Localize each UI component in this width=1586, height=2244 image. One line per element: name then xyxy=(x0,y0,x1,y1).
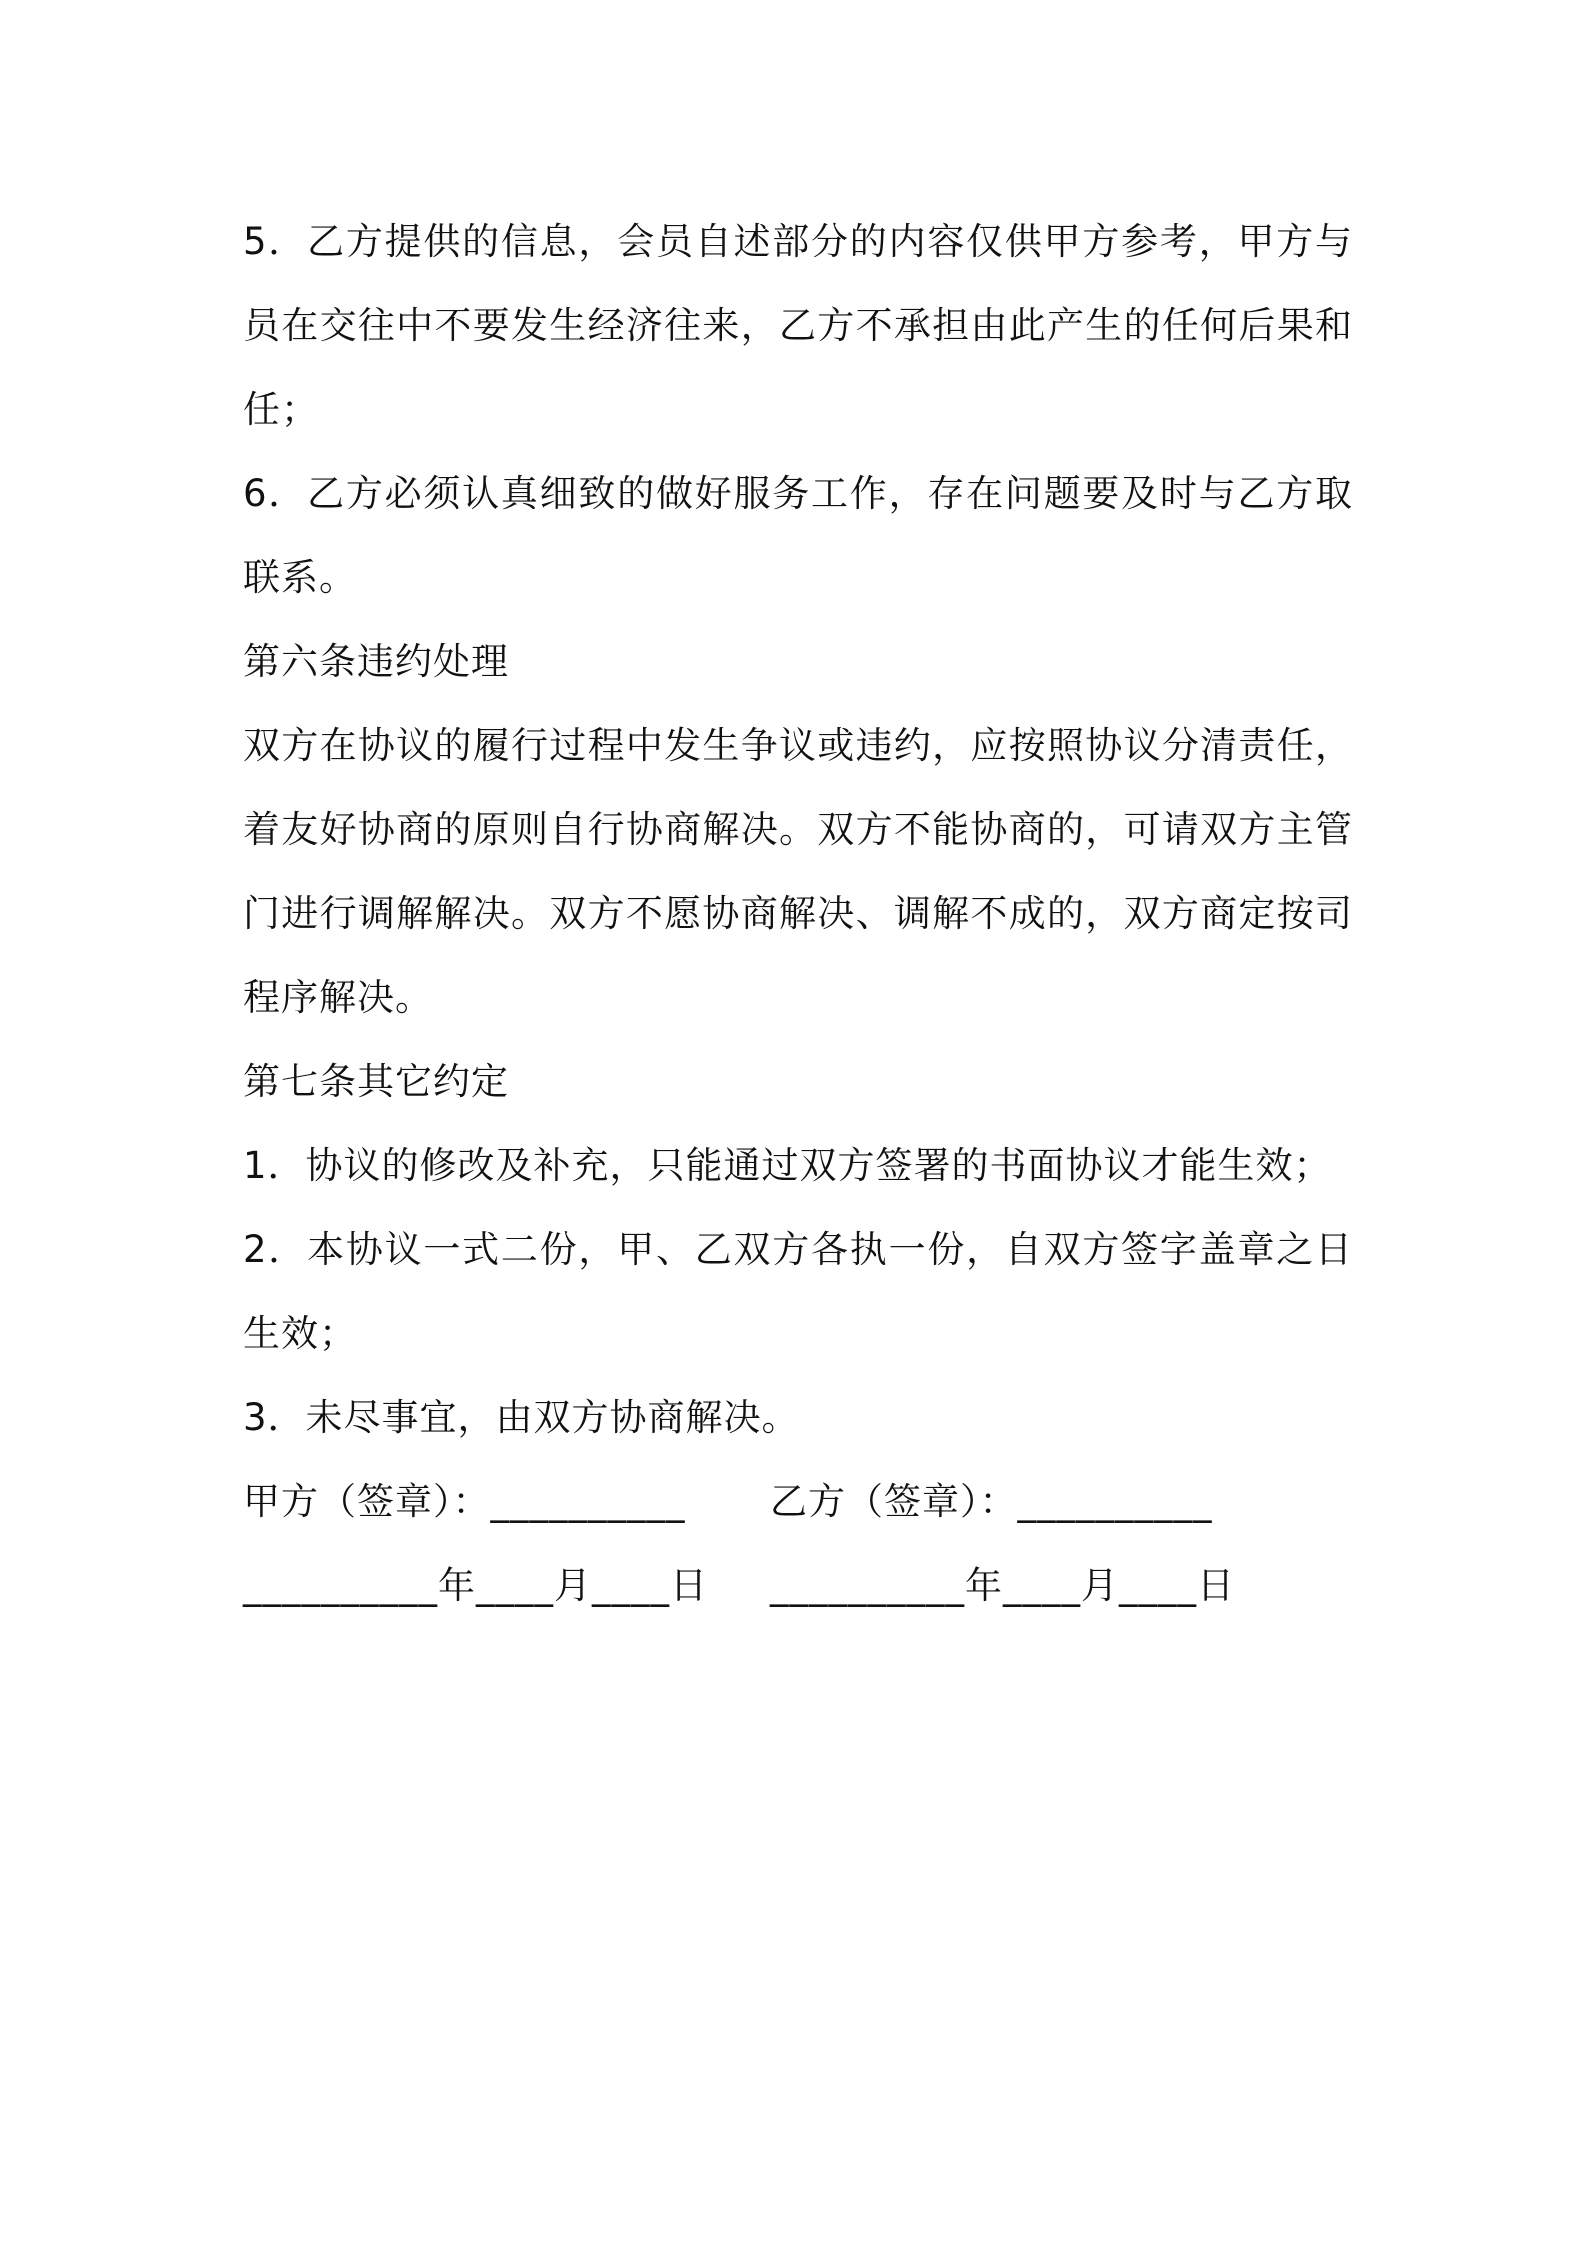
text-line-5: 联系。 xyxy=(243,556,357,599)
date-row xyxy=(243,1544,1353,1628)
section-heading-article-7: 第七条其它约定 xyxy=(243,1060,509,1103)
party-a-date: __________年____月____日 xyxy=(243,1564,708,1607)
text-line-1: 5．乙方提供的信息，会员自述部分的内容仅供甲方参考，甲方与 xyxy=(243,220,1353,263)
text-line-4: 6．乙方必须认真细致的做好服务工作，存在问题要及时与乙方取 xyxy=(243,472,1353,515)
party-a-signature: 甲方（签章）：__________ xyxy=(243,1480,686,1523)
text-line-15: 3．未尽事宜，由双方协商解决。 xyxy=(243,1396,800,1439)
text-line-2: 员在交往中不要发生经济往来，乙方不承担由此产生的任何后果和 xyxy=(243,304,1353,347)
party-b-signature: 乙方（签章）：__________ xyxy=(770,1480,1213,1523)
text-line-7: 双方在协议的履行过程中发生争议或违约，应按照协议分清责任， xyxy=(243,724,1353,767)
contract-body xyxy=(243,200,1353,1628)
signature-row xyxy=(243,1460,1353,1544)
text-line-3: 任； xyxy=(243,388,319,431)
text-line-12: 1．协议的修改及补充，只能通过双方签署的书面协议才能生效； xyxy=(243,1144,1332,1187)
section-heading-article-6: 第六条违约处理 xyxy=(243,640,509,683)
text-line-14: 生效； xyxy=(243,1312,357,1355)
party-b-date: __________年____月____日 xyxy=(770,1564,1235,1607)
text-line-9: 门进行调解解决。双方不愿协商解决、调解不成的，双方商定按司 xyxy=(243,892,1353,935)
text-line-10: 程序解决。 xyxy=(243,976,433,1019)
text-line-13: 2．本协议一式二份，甲、乙双方各执一份，自双方签字盖章之日 xyxy=(243,1228,1353,1271)
text-line-8: 着友好协商的原则自行协商解决。双方不能协商的，可请双方主管 xyxy=(243,808,1353,851)
